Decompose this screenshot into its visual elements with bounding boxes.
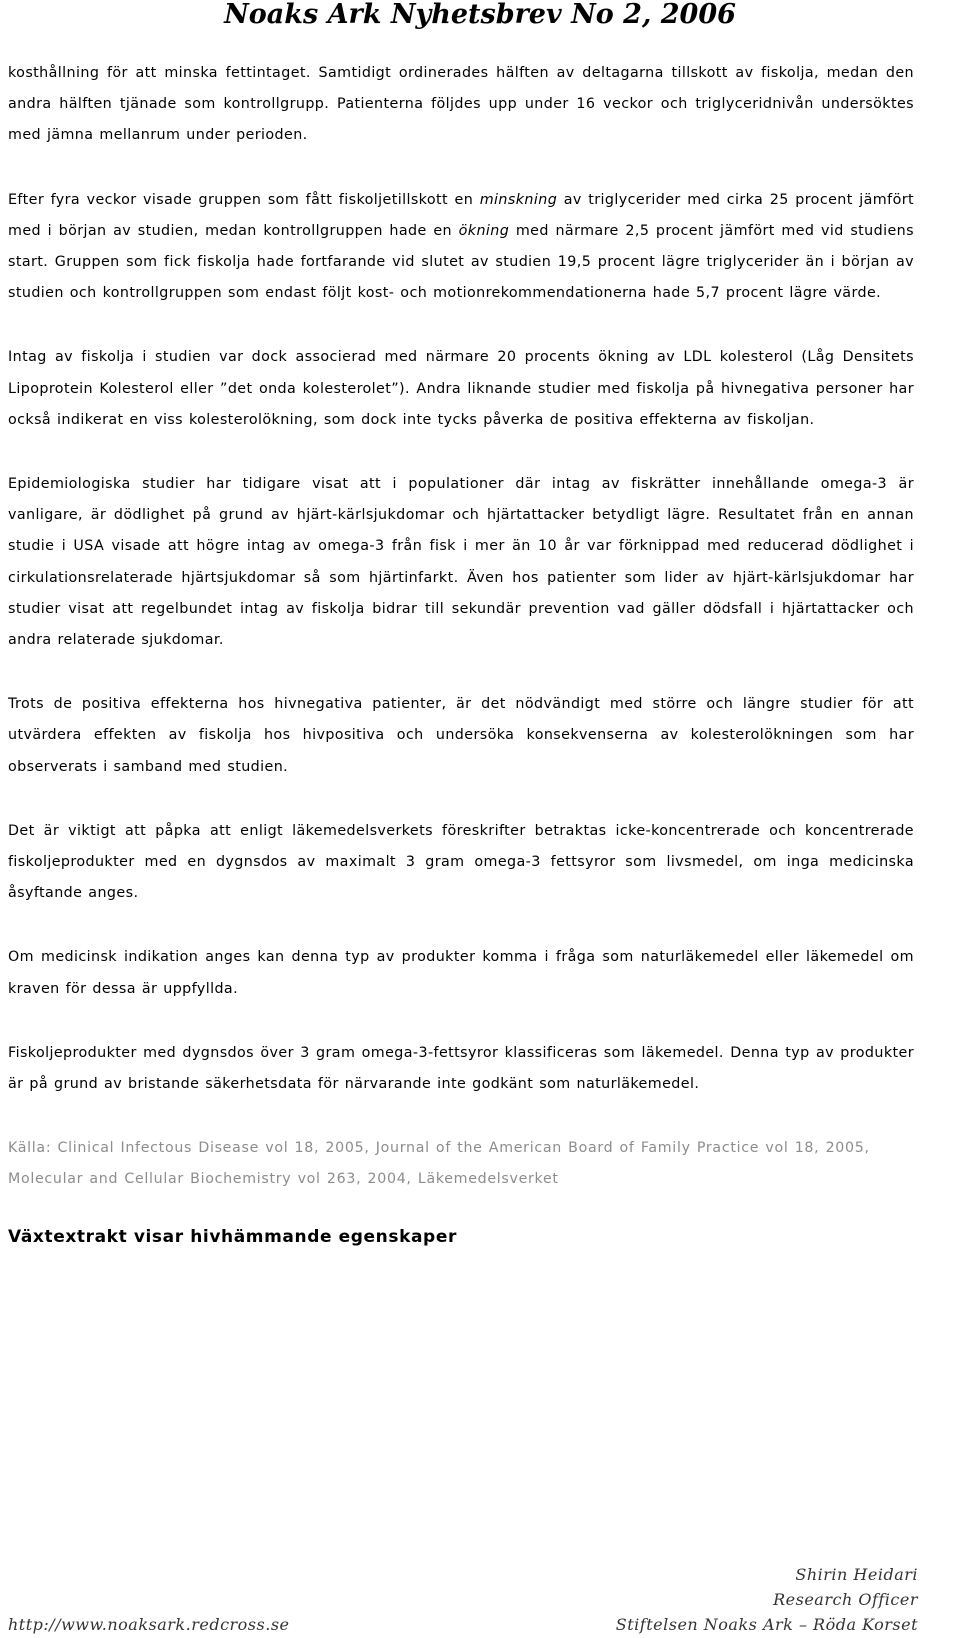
paragraph-regulation-natural-medicine: Om medicinsk indikation anges kan denna typ av produkter komma i fråga som naturläkemedel eller läkemedel om kraven för dessa är uppfyllda. xyxy=(8,949,914,997)
results-text-part-2: av triglycerider med cirka 25 procent jämfört med i början av studien, medan kontrollgruppen hade en xyxy=(8,191,914,239)
author-name: Shirin Heidari xyxy=(795,1565,918,1584)
results-emphasis-decrease: minskning xyxy=(479,191,558,208)
paragraph-regulation-medicine: Fiskoljeprodukter med dygnsdos över 3 gram omega-3-fettsyror klassificeras som läkemedel. Denna typ av produkter är på grund av bristande säkerhetsdata för närvarande inte godkänt som naturläkemedel. xyxy=(8,1044,914,1093)
article-body xyxy=(8,58,914,1247)
paragraph-regulation-food: Det är viktigt att påpka att enligt läkemedelsverkets föreskrifter betraktas icke-koncentrerade och koncentrerade fiskoljeprodukter med en dygnsdos av maximalt 3 gram omega-3 fettsyror som livsmedel, om inga medicinska åsyftande anges. xyxy=(8,822,914,902)
paragraph-results xyxy=(8,185,914,310)
section-heading: Växtextrakt visar hivhämmande egenskaper xyxy=(8,1227,457,1248)
paragraph-further-studies: Trots de positiva effekterna hos hivnegativa patienter, är det nödvändigt med större och längre studier för att utvärdera effekten av fiskolja hos hivpositiva och undersöka konsekvenserna av kolesterolökningen som har observerats i samband med studien. xyxy=(8,696,914,775)
results-text-part-3: med närmare 2,5 procent jämfört med vid studiens start. Gruppen som fick fiskolja hade fortfarande vid slutet av studien 19,5 procent lägre triglycerider än i början av studien och kontrollgruppen som endast följt kost- och motionrekommendationerna hade 5,7 procent lägre värde. xyxy=(8,222,914,302)
footer-organization: Stiftelsen Noaks Ark – Röda Korset xyxy=(615,1615,918,1634)
paragraph-study-design: kosthållning för att minska fettintaget. Samtidigt ordinerades hälften av deltagarna tillskott av fiskolja, medan den andra hälften tjänade som kontrollgrupp. Patienterna följdes upp under 16 veckor och triglyceridnivån undersöktes med jämna mellanrum under perioden. xyxy=(8,65,914,144)
results-text-part-1: Efter fyra veckor visade gruppen som fått fiskoljetillskott en xyxy=(8,191,480,208)
paragraph-epidemiology: Epidemiologiska studier har tidigare visat att i populationer där intag av fiskrätter innehållande omega-3 är vanligare, är dödlighet på grund av hjärt-kärlsjukdomar och hjärtattacker betydligt lägre. Resultatet från en annan studie i USA visade att högre intag av omega-3 från fisk i mer än 10 år var förknippad med reducerad dödlighet i cirkulationsrelaterade hjärtsjukdomar så som hjärtinfarkt. Även hos patienter som lider av hjärt-kärlsjukdomar har studier visat att regelbundet intag av fiskolja bidrar till sekundär prevention vad gäller dödsfall i hjärtattacker och andra relaterade sjukdomar. xyxy=(8,476,914,649)
footer-author-block xyxy=(773,1562,918,1612)
results-emphasis-increase: ökning xyxy=(458,222,510,239)
footer-url-link[interactable]: http://www.noaksark.redcross.se xyxy=(8,1615,290,1634)
author-role: Research Officer xyxy=(773,1590,918,1609)
source-citation: Källa: Clinical Infectous Disease vol 18, 2005, Journal of the American Board of Family Practice vol 18, 2005, Molecular and Cellular Biochemistry vol 263, 2004, Läkemedelsverket xyxy=(8,1140,870,1188)
newsletter-title: Noaks Ark Nyhetsbrev No 2, 2006 xyxy=(224,0,736,30)
paragraph-ldl-cholesterol: Intag av fiskolja i studien var dock associerad med närmare 20 procents ökning av LDL kolesterol (Låg Densitets Lipoprotein Kolesterol eller ”det onda kolesterolet”). Andra liknande studier med fiskolja på hivnegativa personer har också indikerat en viss kolesterolökning, som dock inte tycks påverka de positiva effekterna av fiskoljan. xyxy=(8,349,914,428)
